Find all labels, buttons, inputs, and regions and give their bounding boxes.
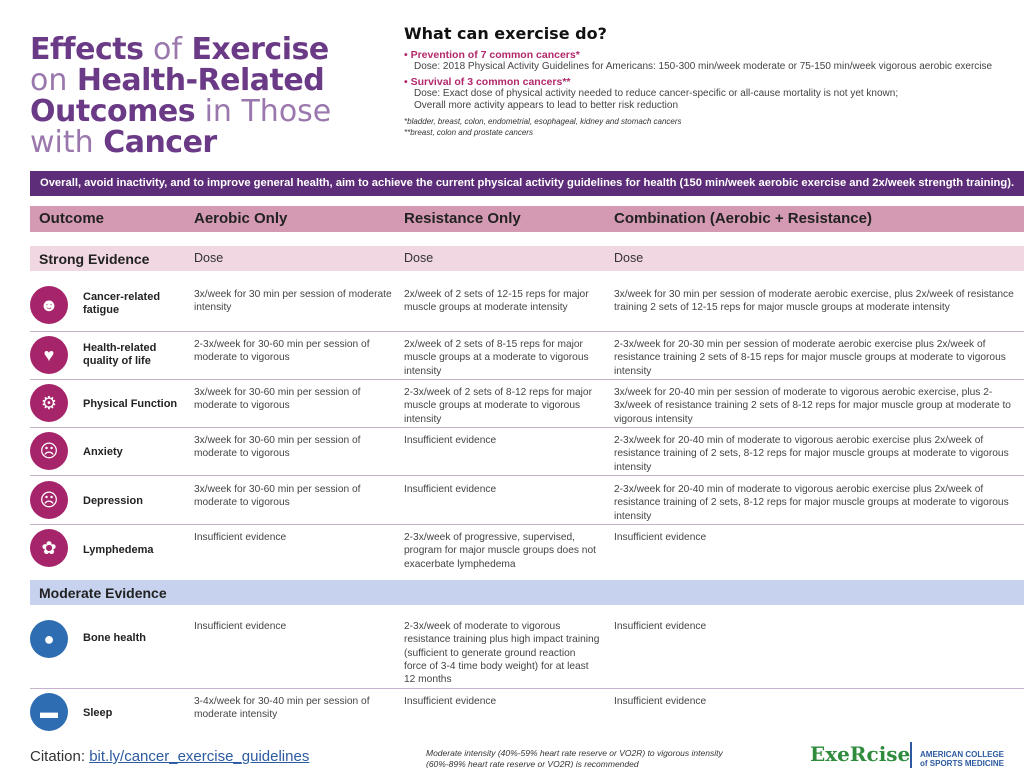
resistance-cell: 2-3x/week of 2 sets of 8-12 reps for major muscle groups at moderate to vigorous intensity <box>404 387 592 425</box>
header-aerobic: Aerobic Only <box>194 210 288 227</box>
section-strong-evidence <box>30 246 1024 271</box>
combination-cell: 2-3x/week for 20-30 min per session of moderate aerobic exercise plus 2x/week of resistance training 2 sets of 8-15 reps for major muscle groups at moderate to vigorous intensity <box>614 339 1006 377</box>
outcome-label: Sleep <box>83 707 113 719</box>
aerobic-cell: Insufficient evidence <box>194 621 287 632</box>
prevention-dose: Dose: 2018 Physical Activity Guidelines for Americans: 150-300 min/week moderate or 75-150 min/week vigorous aerobic exercise <box>414 61 993 72</box>
resistance-cell: 2-3x/week of moderate to vigorous resistance training plus high impact training (sufficient to generate ground reaction force of 3-4 time body weight) for at least 12 months <box>404 621 600 686</box>
aerobic-cell: 3x/week for 30-60 min per session of moderate to vigorous <box>194 435 361 460</box>
guidelines-banner: Overall, avoid inactivity, and to improve general health, aim to achieve the current physical activity guidelines for health (150 min/week aerobic exercise and 2x/week strength training). <box>30 171 1024 196</box>
resistance-cell: 2x/week of 2 sets of 8-15 reps for major muscle groups at a moderate to vigorous intensity <box>404 339 589 377</box>
survival-label: • Survival of 3 common cancers** <box>404 76 571 88</box>
aerobic-cell: 3-4x/week for 30-40 min per session of moderate intensity <box>194 696 370 721</box>
section-name: Moderate Evidence <box>39 585 167 601</box>
outcome-label: Cancer-related fatigue <box>83 291 161 316</box>
section-name: Strong Evidence <box>39 251 150 267</box>
table-row <box>30 614 1024 689</box>
table-row <box>30 689 1024 737</box>
resistance-cell: Insufficient evidence <box>404 484 497 495</box>
combination-cell: 2-3x/week for 20-40 min of moderate to vigorous aerobic exercise plus 2x/week of resistance training of 2 sets, 8-12 reps for major muscle groups at moderate to vigorous intensity <box>614 484 1009 522</box>
aerobic-cell: 3x/week for 30 min per session of moderate intensity <box>194 289 392 314</box>
outcome-label: Physical Function <box>83 398 178 410</box>
dose-label: Dose <box>404 251 434 265</box>
what-can-heading: What can exercise do? <box>404 24 607 43</box>
table-row <box>30 332 1024 380</box>
lymphedema-icon: ✿ <box>30 529 68 567</box>
outcome-label: Lymphedema <box>83 544 154 556</box>
resistance-cell: 2x/week of 2 sets of 12-15 reps for major muscle groups at moderate intensity <box>404 289 589 314</box>
section-moderate-evidence <box>30 580 1024 605</box>
footnotes: *bladder, breast, colon, endometrial, esophageal, kidney and stomach cancers **breast, colon and prostate cancers <box>404 117 682 137</box>
combination-cell: 3x/week for 30 min per session of moderate aerobic exercise, plus 2x/week of resistance training 2 sets of 12-15 reps for major muscle groups at moderate intensity <box>614 289 1014 314</box>
table-row <box>30 282 1024 332</box>
quality-of-life-icon: ♥ <box>30 336 68 374</box>
combination-cell: Insufficient evidence <box>614 696 707 707</box>
table-row <box>30 477 1024 525</box>
citation-link[interactable]: bit.ly/cancer_exercise_guidelines <box>89 748 310 765</box>
resistance-cell: Insufficient evidence <box>404 435 497 446</box>
aerobic-cell: 3x/week for 30-60 min per session of moderate to vigorous <box>194 387 361 412</box>
aerobic-cell: 3x/week for 30-60 min per session of moderate to vigorous <box>194 484 361 509</box>
dose-label: Dose <box>194 251 224 265</box>
combination-cell: 2-3x/week for 20-40 min of moderate to vigorous aerobic exercise plus 2x/week of resistance training of 2 sets, 8-12 reps for major muscle groups at moderate to vigorous intensity <box>614 435 1009 473</box>
header-outcome: Outcome <box>39 210 105 227</box>
bone-icon: ● <box>30 620 68 658</box>
page-title: Effects of Exercise on Health-Related Outcomes in Those with Cancer <box>30 32 332 160</box>
resistance-cell: Insufficient evidence <box>404 696 497 707</box>
outcome-label: Health-related quality of life <box>83 342 157 367</box>
fatigue-icon: ☻ <box>30 286 68 324</box>
combination-cell: Insufficient evidence <box>614 621 707 632</box>
gears-icon: ⚙ <box>30 384 68 422</box>
outcome-label: Bone health <box>83 632 146 644</box>
survival-dose: Dose: Exact dose of physical activity needed to reduce cancer-specific or all-cause mortality is not yet known; Overall more activity appears to lead to better risk reduction <box>414 88 899 111</box>
logo-divider <box>910 742 912 768</box>
table-row <box>30 525 1024 575</box>
table-row <box>30 380 1024 428</box>
bed-icon: ▬ <box>30 693 68 731</box>
combination-cell: 3x/week for 20-40 min per session of moderate to vigorous aerobic exercise, plus 2-3x/week of resistance training 2 sets of 8-12 reps for major muscle group at moderate to vigorous intensity <box>614 387 1011 425</box>
acsm-logo: AMERICAN COLLEGE of SPORTS MEDICINE <box>920 750 1005 768</box>
depression-icon: ☹ <box>30 481 68 519</box>
table-row <box>30 428 1024 476</box>
header-combination: Combination (Aerobic + Resistance) <box>614 210 872 227</box>
aerobic-cell: 2-3x/week for 30-60 min per session of moderate to vigorous <box>194 339 370 364</box>
outcome-label: Anxiety <box>83 446 123 458</box>
exercise-is-medicine-logo: ExeRcise <box>810 742 911 766</box>
what-can-exercise-do <box>404 24 1004 138</box>
aerobic-cell: Insufficient evidence <box>194 532 287 543</box>
outcome-label: Depression <box>83 495 143 507</box>
resistance-cell: 2-3x/week of progressive, supervised, program for major muscle groups does not exacerbate lymphedema <box>404 532 596 570</box>
header-resistance: Resistance Only <box>404 210 521 227</box>
combination-cell: Insufficient evidence <box>614 532 707 543</box>
dose-label: Dose <box>614 251 644 265</box>
anxiety-icon: ☹ <box>30 432 68 470</box>
prevention-label: • Prevention of 7 common cancers* <box>404 49 580 61</box>
citation: Citation: bit.ly/cancer_exercise_guidelines <box>30 748 310 765</box>
intensity-note: Moderate intensity (40%-59% heart rate reserve or VO2R) to vigorous intensity (60%-89% heart rate reserve or VO2R) is recommended <box>426 748 723 768</box>
table-header <box>30 206 1024 232</box>
